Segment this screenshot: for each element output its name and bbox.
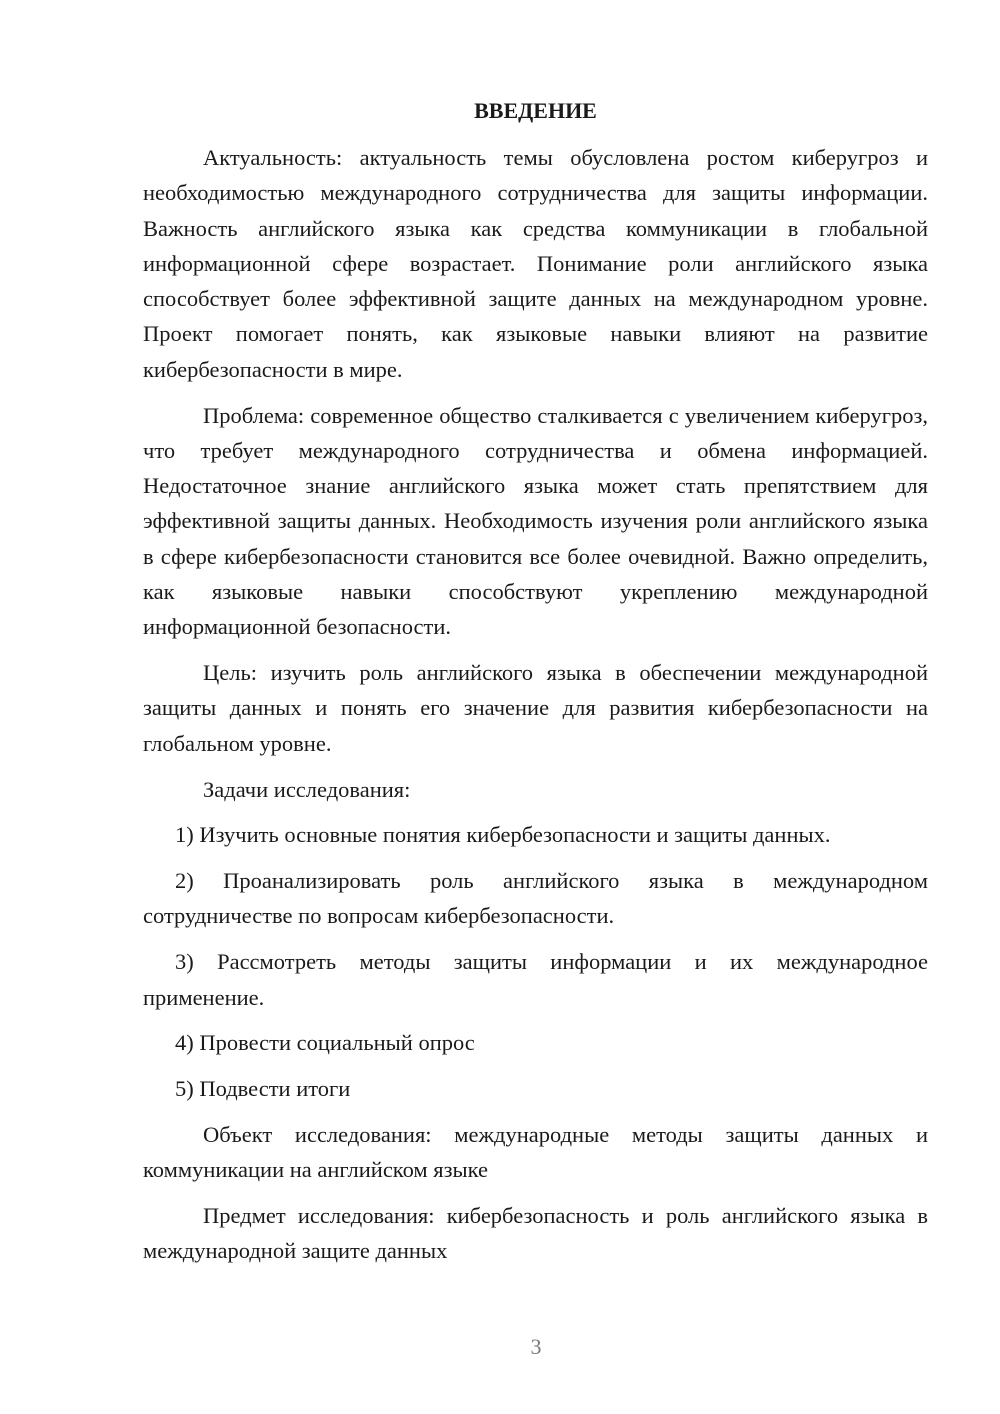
object-paragraph: Объект исследования: международные методы защиты данных и коммуникации на английском языке bbox=[143, 1121, 928, 1183]
task-item: 2) Проанализировать роль английского языка в международном сотрудничестве по вопросам кибербезопасности. bbox=[143, 868, 928, 929]
problem-paragraph: Проблема: современное общество сталкивается с увеличением киберугроз, что требует международного сотрудничества и обмена информацией. Недостаточное знание английского языка может стать препятствием для эффективной защиты данных. Необходимость изучения роли английского языка в сфере кибербезопасности становится все более очевидной. Важно определить, как языковые навыки способствуют укреплению международной информационной безопасности. bbox=[143, 402, 928, 640]
page-number: 3 bbox=[530, 1334, 542, 1359]
task-item: 1) Изучить основные понятия кибербезопасности и защиты данных. bbox=[175, 822, 831, 848]
page-content bbox=[143, 96, 928, 1279]
task-item: 3) Рассмотреть методы защиты информации и их международное применение. bbox=[143, 949, 928, 1010]
page-title: ВВЕДЕНИЕ bbox=[474, 98, 597, 123]
goal-paragraph: Цель: изучить роль английского языка в обеспечении международной защиты данных и понять его значение для развития кибербезопасности на глобальном уровне. bbox=[143, 660, 928, 756]
subject-paragraph: Предмет исследования: кибербезопасность и роль английского языка в международной защите данных bbox=[143, 1203, 928, 1264]
task-item: 5) Подвести итоги bbox=[175, 1076, 351, 1102]
tasks-heading: Задачи исследования: bbox=[203, 776, 411, 802]
relevance-paragraph: Актуальность: актуальность темы обусловлена ростом киберугроз и необходимостью международного сотрудничества для защиты информации. Важность английского языка как средства коммуникации в глобальной информационной сфере возрастает. Понимание роли английского языка способствует более эффективной защите данных на международном уровне. Проект помогает понять, как языковые навыки влияют на развитие кибербезопасности в мире. bbox=[143, 145, 928, 382]
task-item: 4) Провести социальный опрос bbox=[175, 1030, 475, 1056]
